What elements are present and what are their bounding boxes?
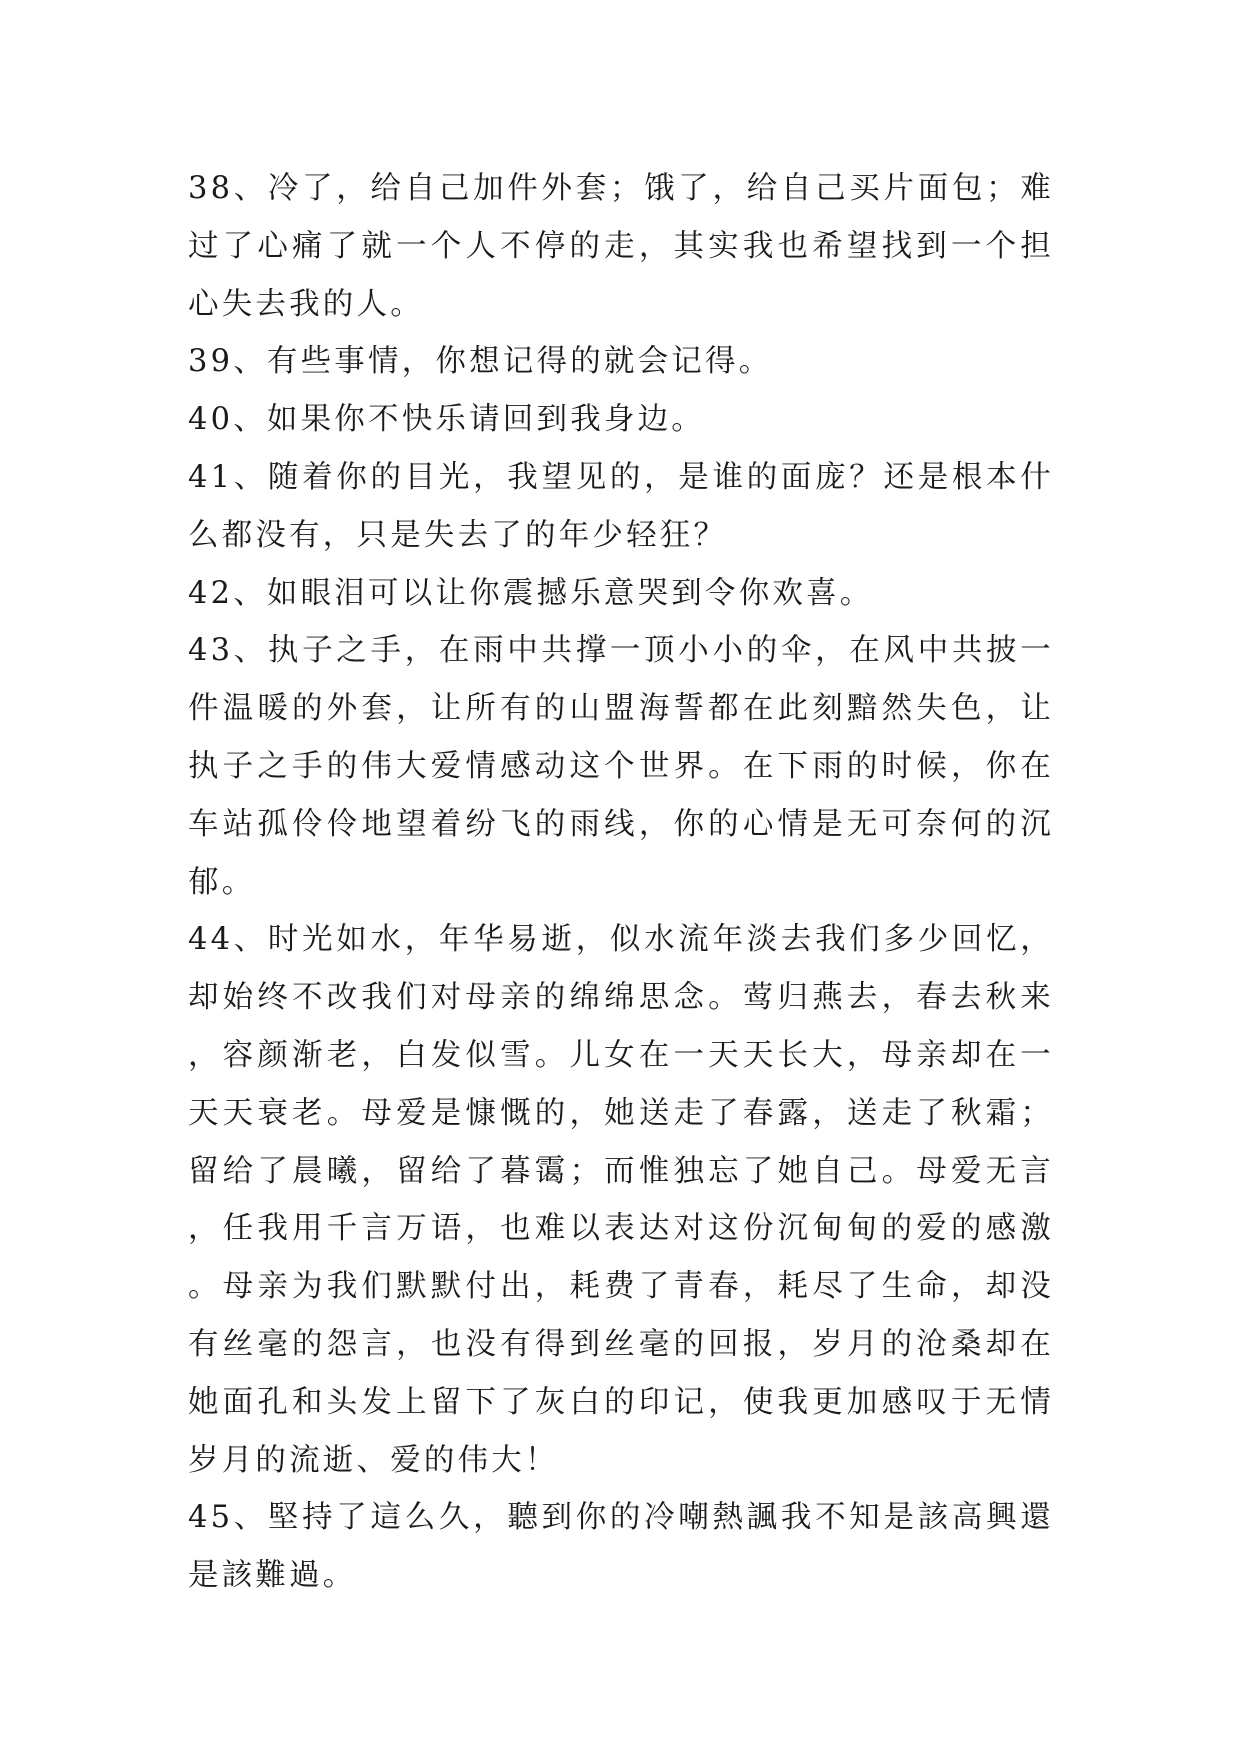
numbered-paragraph: 41、随着你的目光，我望见的，是谁的面庞？还是根本什么都没有，只是失去了的年少轻狂？ [188,459,1054,553]
numbered-paragraph: 44、时光如水，年华易逝，似水流年淡去我们多少回忆，却始终不改我们对母亲的绵绵思念。莺归燕去，春去秋来，容颜渐老，白发似雪。儿女在一天天长大，母亲却在一天天衰老。母爱是慷慨的，她送走了春露，送走了秋霜；留给了晨曦，留给了暮霭；而惟独忘了她自己。母爱无言，任我用千言万语，也难以表达对这份沉甸甸的爱的感激。母亲为我们默默付出，耗费了青春，耗尽了生命，却没有丝毫的怨言，也没有得到丝毫的回报，岁月的沧桑却在她面孔和头发上留下了灰白的印记，使我更加感叹于无情岁月的流逝、爱的伟大！ [188,922,1054,1478]
numbered-paragraph: 45、堅持了這么久，聽到你的冷嘲熱諷我不知是該高興還是該難過。 [188,1500,1054,1594]
numbered-paragraph: 43、执子之手，在雨中共撑一顶小小的伞，在风中共披一件温暖的外套，让所有的山盟海誓都在此刻黯然失色，让执子之手的伟大爱情感动这个世界。在下雨的时候，你在车站孤伶伶地望着纷飞的雨线，你的心情是无可奈何的沉郁。 [188,633,1054,900]
numbered-paragraph: 39、有些事情，你想记得的就会记得。 [188,344,773,380]
numbered-paragraph: 38、冷了，给自己加件外套；饿了，给自己买片面包；难过了心痛了就一个人不停的走，其实我也希望找到一个担心失去我的人。 [188,171,1054,322]
numbered-paragraph: 42、如眼泪可以让你震撼乐意哭到令你欢喜。 [188,575,874,611]
numbered-paragraph: 40、如果你不快乐请回到我身边。 [188,402,706,438]
document-body [188,160,1054,1605]
